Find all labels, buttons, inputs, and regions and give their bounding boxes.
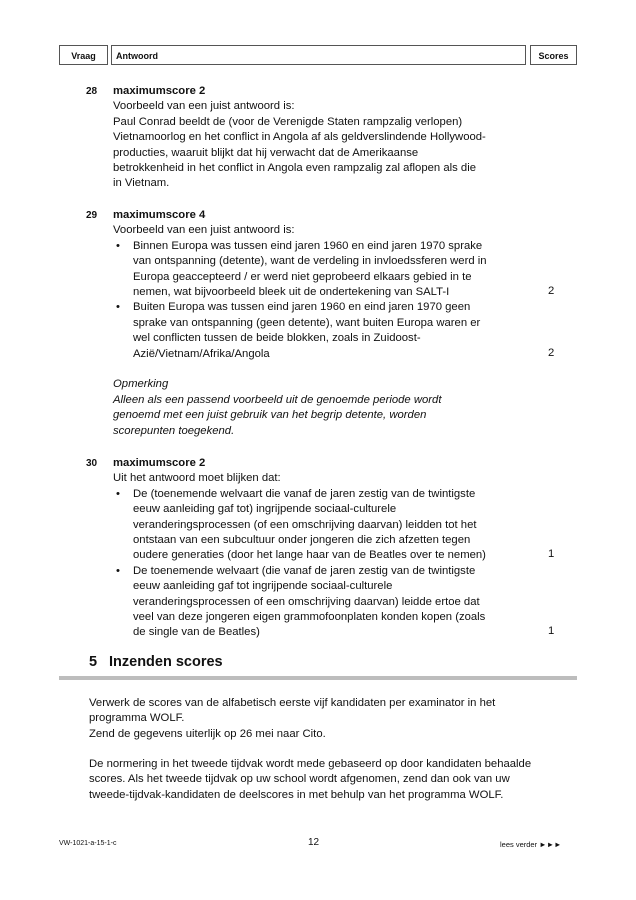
bullet-line: Azië/Vietnam/Afrika/Angola	[133, 347, 270, 360]
question-28-body	[113, 84, 533, 192]
bullet-item	[113, 564, 533, 641]
bullet-line: wel conflicten tussen de beide blokken, zoals in Zuidoost-	[133, 332, 421, 345]
bullet-line: Buiten Europa was tussen eind jaren 1960 en eind jaren 1970 geen	[133, 301, 471, 314]
header-scores-label: Scores	[538, 51, 569, 61]
bullet-icon: •	[116, 301, 120, 314]
answer-line: Vietnamoorlog en het conflict in Angola af als geldverslindende Hollywood-	[113, 131, 486, 144]
paragraph-line: programma WOLF.	[89, 712, 185, 725]
bullet-item	[113, 239, 533, 301]
bullet-line: nemen, wat bijvoorbeeld bleek uit de ondertekening van SALT-I	[133, 286, 450, 299]
bullet-line: oudere generaties (door het lange haar van de Beatles over te nemen)	[133, 549, 486, 562]
question-intro: Voorbeeld van een juist antwoord is:	[113, 224, 295, 237]
answer-line: in Vietnam.	[113, 177, 170, 190]
score-value: 2	[548, 285, 555, 297]
bullet-line: de single van de Beatles)	[133, 626, 260, 639]
bullet-line: veel van deze jongeren eigen grammofoonplaten konden kopen (zoals	[133, 611, 486, 624]
question-number: 29	[86, 210, 98, 221]
question-number: 30	[86, 458, 98, 469]
section-divider	[59, 676, 577, 680]
header-cell-question	[59, 45, 108, 65]
question-intro: Uit het antwoord moet blijken dat:	[113, 472, 281, 485]
footer-code: VW-1021-a-15-1-c	[59, 840, 117, 847]
note-line: Alleen als een passend voorbeeld uit de genoemde periode wordt	[113, 393, 442, 406]
next-page-link: lees verder ►►►	[500, 840, 562, 849]
bullet-item	[113, 487, 533, 564]
score-value: 2	[548, 347, 555, 359]
question-intro: Voorbeeld van een juist antwoord is:	[113, 100, 295, 113]
section-heading	[89, 654, 223, 670]
paragraph-line: tweede-tijdvak-kandidaten de deelscores in met behulp van het programma WOLF.	[89, 788, 504, 801]
paragraph	[89, 696, 581, 742]
bullet-line: eeuw aanleiding gaf tot ingrijpende sociaal-culturele	[133, 580, 393, 593]
section-number: 5	[89, 654, 98, 670]
header-question-label: Vraag	[71, 51, 96, 61]
bullet-line: eeuw aanleiding gaf tot) ingrijpende sociaal-culturele	[133, 503, 397, 516]
bullet-item	[113, 300, 533, 362]
question-29-body	[113, 208, 533, 439]
bullet-line: Binnen Europa was tussen eind jaren 1960 en eind jaren 1970 sprake	[133, 239, 483, 252]
paragraph-line: De normering in het tweede tijdvak wordt mede gebaseerd op door kandidaten behaalde	[89, 758, 532, 770]
bullet-line: ontstaan van een subcultuur onder jongeren die zich afzetten tegen	[133, 534, 471, 547]
header-cell-answer	[111, 45, 526, 65]
question-30-body	[113, 456, 533, 641]
paragraph-line: Verwerk de scores van de alfabetisch eerste vijf kandidaten per examinator in het	[89, 697, 496, 709]
answer-line: betrokkenheid in het conflict in Angola even rampzalig zal aflopen als die	[113, 162, 476, 175]
answer-line: Paul Conrad beeldt de (voor de Verenigde Staten rampzalig verlopen)	[113, 115, 463, 128]
paragraph	[89, 757, 581, 803]
section-title: Inzenden scores	[109, 654, 223, 670]
bullet-line: veranderingsprocessen of een omschrijving daarvan) leidde ertoe dat	[133, 595, 480, 608]
paragraph-line: scores. Als het tweede tijdvak op uw school wordt afgenomen, zend dan ook van uw	[89, 773, 510, 786]
question-number: 28	[86, 86, 98, 97]
bullet-line: veranderingsprocessen (of een omschrijving daarvan) leidden tot het	[133, 518, 477, 531]
paragraph-line: Zend de gegevens uiterlijk op 26 mei naar Cito.	[89, 727, 326, 740]
note-line: genoemd met een juist gebruik van het begrip detente, worden	[113, 409, 427, 422]
bullet-icon: •	[116, 564, 120, 577]
header-answer-label: Antwoord	[116, 51, 158, 61]
bullet-line: De (toenemende welvaart die vanaf de jaren zestig van de twintigste	[133, 487, 476, 500]
score-value: 1	[548, 548, 555, 560]
bullet-icon: •	[116, 487, 120, 500]
question-title: maximumscore 2	[113, 457, 206, 469]
answer-line: producties, waaruit blijkt dat hij verwacht dat de Amerikaanse	[113, 146, 419, 159]
header-cell-scores	[530, 45, 577, 65]
bullet-line: van ontspanning (detente), want de verdeling in invloedssferen werd in	[133, 255, 487, 268]
score-value: 1	[548, 625, 555, 637]
bullet-line: sprake van ontspanning (geen detente), want buiten Europa waren er	[133, 316, 481, 329]
note-title: Opmerking	[113, 378, 169, 391]
bullet-line: De toenemende welvaart (die vanaf de jaren zestig van de twintigste	[133, 564, 476, 577]
bullet-line: Europa geaccepteerd / er werd niet geprobeerd elkaars gebied in te	[133, 270, 472, 283]
page-number: 12	[308, 837, 320, 848]
question-title: maximumscore 4	[113, 209, 206, 221]
bullet-icon: •	[116, 239, 120, 252]
note-line: scorepunten toegekend.	[113, 424, 235, 437]
question-title: maximumscore 2	[113, 85, 206, 97]
